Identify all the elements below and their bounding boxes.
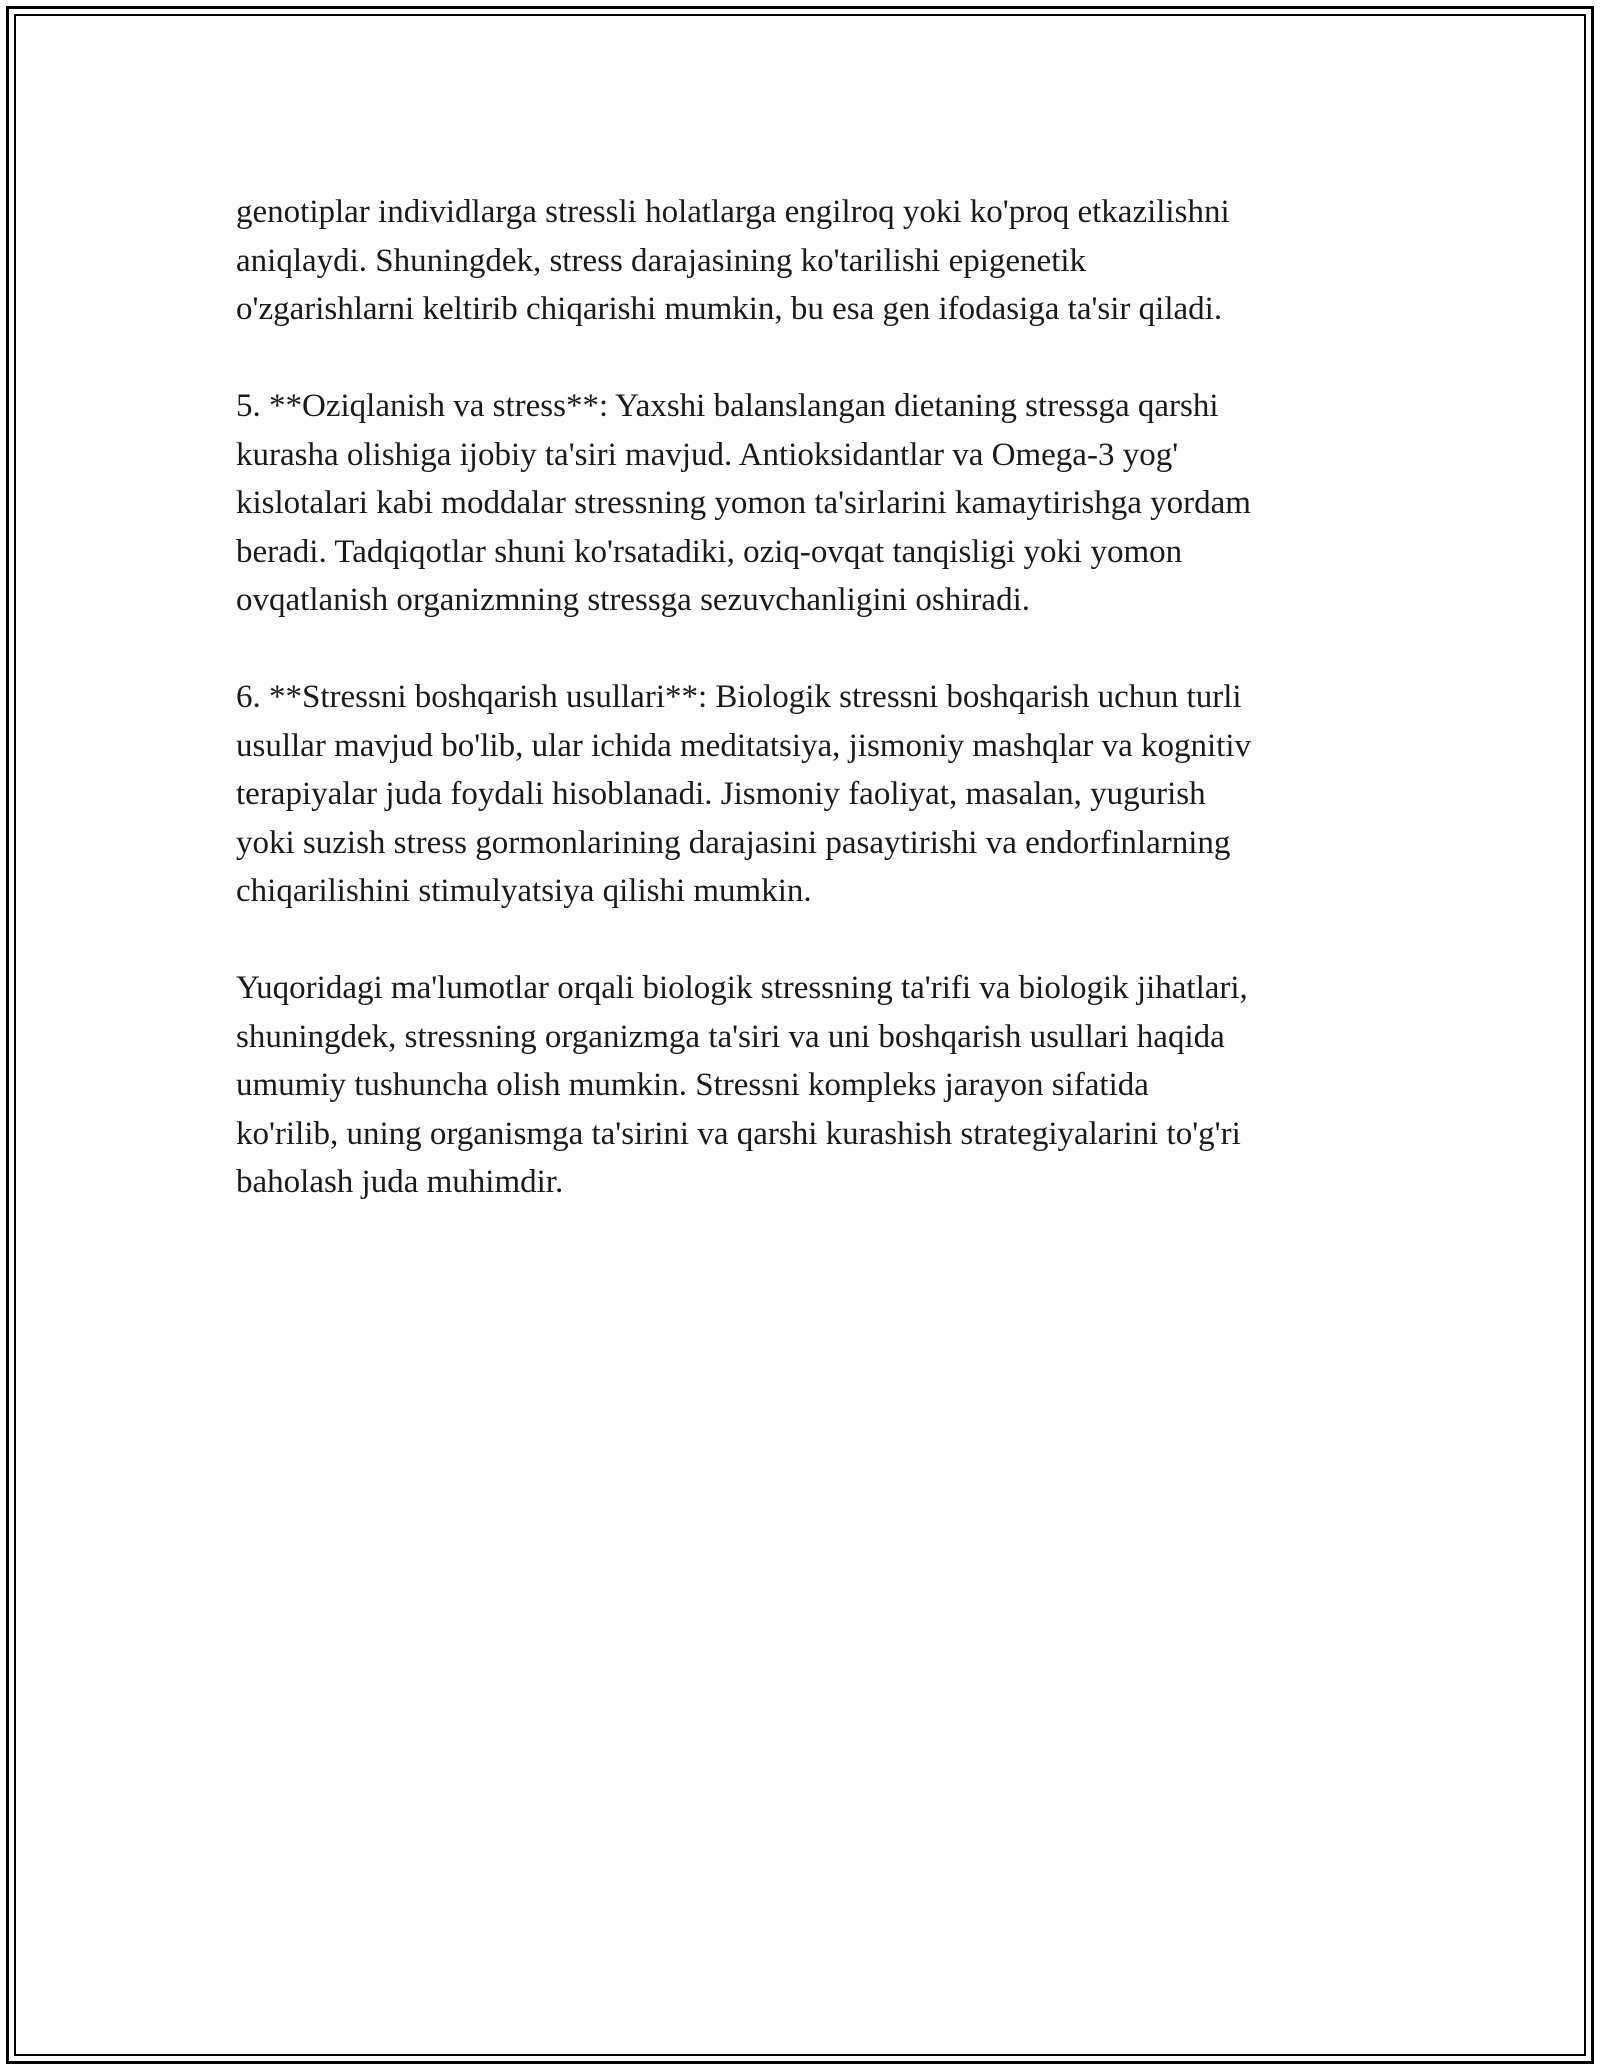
paragraph-conclusion: Yuqoridagi ma'lumotlar orqali biologik stressning ta'rifi va biologik jihatlari, shuningdek, stressning organizmga ta'siri va uni boshqarish usullari haqida umumiy tushuncha olish mumkin. Stressni kompleks jarayon sifatida ko'rilib, uning organismga ta'sirini va qarshi kurashish strategiyalarini to'g'ri baholash juda muhimdir. bbox=[236, 970, 1248, 1200]
document-body bbox=[236, 188, 1386, 1255]
paragraph-genotype-continuation: genotiplar individlarga stressli holatlarga engilroq yoki ko'proq etkazilishni aniqlaydi. Shuningdek, stress darajasining ko'tarilishi epigenetik o'zgarishlarni keltirib chiqarishi mumkin, bu esa gen ifodasiga ta'sir qiladi. bbox=[236, 194, 1230, 327]
paragraph-nutrition-and-stress: 5. **Oziqlanish va stress**: Yaxshi balanslangan dietaning stressga qarshi kurasha olishiga ijobiy ta'siri mavjud. Antioksidantlar va Omega-3 yog' kislotalari kabi moddalar stressning yomon ta'sirlarini kamaytirishga yordam beradi. Tadqiqotlar shuni ko'rsatadiki, oziq-ovqat tanqisligi yoki yomon ovqatlanish organizmning stressga sezuvchanligini oshiradi. bbox=[236, 388, 1251, 618]
paragraph-stress-management-methods: 6. **Stressni boshqarish usullari**: Biologik stressni boshqarish uchun turli usullar mavjud bo'lib, ular ichida meditatsiya, jismoniy mashqlar va kognitiv terapiyalar juda foydali hisoblanadi. Jismoniy faoliyat, masalan, yugurish yoki suzish stress gormonlarining darajasini pasaytirishi va endorfinlarning chiqarilishini stimulyatsiya qilishi mumkin. bbox=[236, 679, 1252, 909]
